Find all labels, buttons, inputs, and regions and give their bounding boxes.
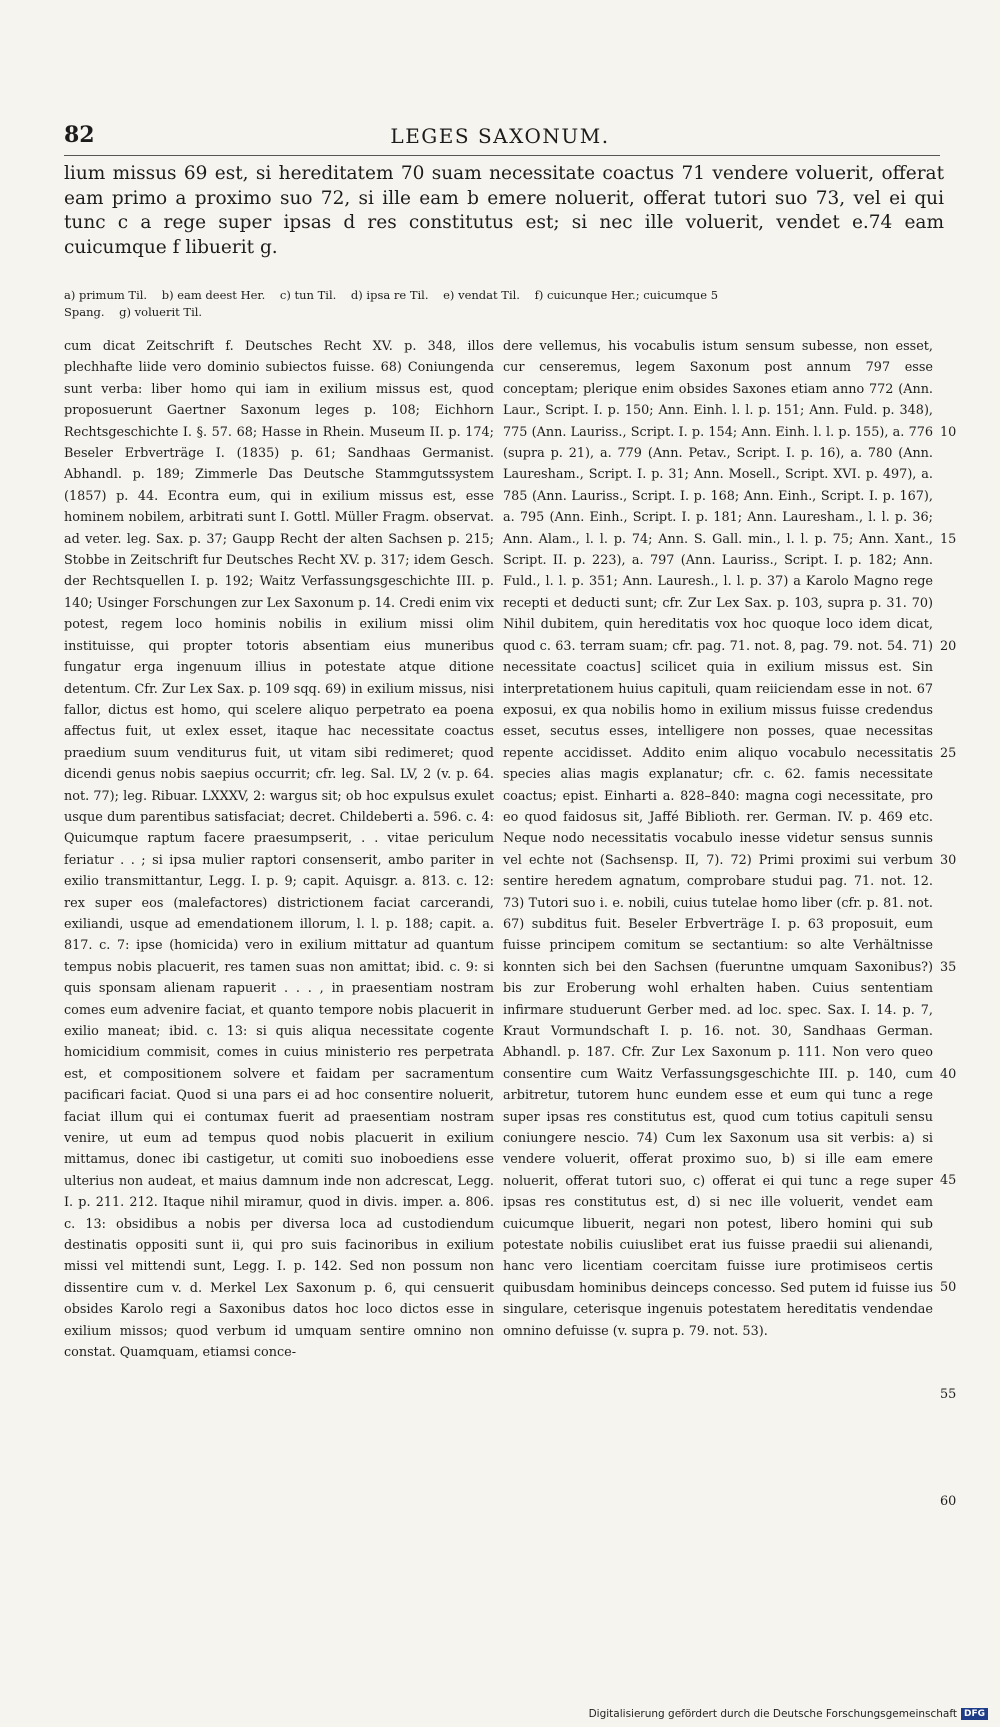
line-numbers (940, 336, 970, 1513)
digitization-credit (589, 1707, 988, 1721)
page-number: 82 (64, 122, 95, 148)
line-number: 50 (940, 1280, 957, 1296)
credit-text: Digitalisierung gefördert durch die Deutsche Forschungsgemeinschaft (588, 1708, 957, 1720)
dfg-logo: DFG (961, 1708, 988, 1720)
critical-apparatus: a) primum Til. b) eam deest Her. c) tun Til. d) ipsa re Til. e) vendat Til. f) cuicunque Her.; cuicumque 5 Spang. g) voluerit Til. (64, 288, 719, 319)
line-number: 15 (940, 531, 957, 547)
commentary-left-column: cum dicat Zeitschrift f. Deutsches Recht XV. p. 348, illos plechhafte liide vero dominio subiectos fuisse. 68) Coniungenda sunt verba: liber homo qui iam in exilium missus est, quod proposuerunt Gaertner Saxonum leges p. 108; Eichhorn Rechtsgeschichte I. §. 57. 68; Hasse in Rhein. Museum II. p. 174; Beseler Erbverträge I. (1835) p. 61; Sandhaas Germanist. Abhandl. p. 189; Zimmerle Das Deutsche Stammgutssystem (1857) p. 44. Econtra eum, qui in exilium missus est, esse hominem nobilem, arbitrati sunt I. Gottl. Müller Fragm. observat. ad veter. leg. Sax. p. 37; Gaupp Recht der alten Sachsen p. 215; Stobbe in Zeitschrift fur Deutsches Recht XV. p. 317; idem Gesch. der Rechtsquellen I. p. 192; Waitz Verfassungsgeschichte III. p. 140; Usinger Forschungen zur Lex Saxonum p. 14. Credi enim vix potest, regem loco hominis nobilis in exilium missi olim instituisse, qui propter totoris absentiam eius muneribus fungatur erga ingenuum illius in potestate atque ditione detentum. Cfr. Zur Lex Sax. p. 109 sqq. 69) in exilium missus, nisi fallor, dictus est homo, qui scelere aliquo perpetrato ea poena affectus fuit, ut exlex esset, itaque hac necessitate coactus praedium suum venditurus fuit, ut vitam sibi redimeret; quod dicendi genus nobis saepius occurrit; cfr. leg. Sal. LV, 2 (v. p. 64. not. 77); leg. Ribuar. LXXXV, 2: wargus sit; ob hoc expulsus exulet usque dum parentibus satisfaciat; decret. Childeberti a. 596. c. 4: Quicumque raptum facere praesumpserit, . . vitae periculum feriatur . . ; si ipsa mulier raptori consenserit, ambo pariter in exilio transmittantur, Legg. I. p. 9; capit. Aquisgr. a. 813. c. 12: rex super eos (malefactores) districtionem faciat carcerandi, exiliandi, usque ad emendationem illorum, l. l. p. 188; capit. a. 817. c. 7: ipse (homicida) vero in exilium mittatur ad quantum tempus nobis placuerit, res tamen suas non amittat; ibid. c. 9: si quis sponsam alienam rapuerit . . . , in praesentiam nostram comes eum advenire faciat, et quanto tempore nobis placuerit in exilio maneat; ibid. c. 13: si quis aliqua necessitate cogente homicidium commisit, comes in cuius ministerio res perpetrata est, et compositionem solvere et faidam per sacramentum pacificari faciat. Quod si una pars ei ad hoc consentire noluerit, faciat illum qui ei contumax fuerit ad praesentiam nostram venire, ut eum ad tempus quod nobis placuerit in exilium mittamus, donec ibi castigetur, ut comiti suo inoboediens esse ulterius non audeat, et maius damnum inde non adcrescat, Legg. I. p. 211. 212. Itaque nihil miramur, quod in divis. imper. a. 806. c. 13: obsidibus a nobis per diversa loca ad custodiendum destinatis oppositi sunt ii, qui pro suis facinoribus in exilium missi vel mittendi sunt, Legg. I. p. 142. Sed non possum non dissentire cum v. d. Merkel Lex Saxonum p. 6, qui censuerit obsides Karolo regi a Saxonibus datos hoc loco dictos esse in exilium missos; quod verbum id umquam sentire omnino non constat. Quamquam, etiamsi conce- (64, 339, 494, 1361)
main-law-text: lium missus 69 est, si hereditatem 70 suam necessitate coactus 71 vendere voluerit, offerat eam primo a proximo suo 72, si ille eam b emere noluerit, offerat tutori suo 73, vel ei qui tunc c a rege super ipsas d res constitutus est; si nec ille voluerit, vendet e.74 eam cuicumque f libuerit g. (64, 163, 944, 258)
line-number: 25 (940, 745, 957, 761)
commentary-right-column: dere vellemus, his vocabulis istum sensum subesse, non esset, cur censeremus, legem Saxonum post annum 797 esse conceptam; plerique enim obsides Saxones etiam anno 772 (Ann. Laur., Script. I. p. 150; Ann. Einh. l. l. p. 151; Ann. Fuld. p. 348), 775 (Ann. Lauriss., Script. I. p. 154; Ann. Einh. l. l. p. 155), a. 776 (supra p. 21), a. 779 (Ann. Petav., Script. I. p. 16), a. 780 (Ann. Lauresham., Script. I. p. 31; Ann. Mosell., Script. XVI. p. 497), a. 785 (Ann. Lauriss., Script. I. p. 168; Ann. Einh., Script. I. p. 167), a. 795 (Ann. Einh., Script. I. p. 181; Ann. Lauresham., l. l. p. 36; Ann. Alam., l. l. p. 74; Ann. S. Gall. min., l. l. p. 75; Ann. Xant., Script. II. p. 223), a. 797 (Ann. Lauriss., Script. I. p. 182; Ann. Fuld., l. l. p. 351; Ann. Lauresh., l. l. p. 37) a Karolo Magno rege recepti et deducti sunt; cfr. Zur Lex Sax. p. 103, supra p. 31. 70) Nihil dubitem, quin hereditatis vox hoc quoque loco idem dicat, quod c. 63. terram suam; cfr. pag. 71. not. 8, pag. 79. not. 54. 71) necessitate coactus] scilicet quia in exilium missus est. Sin interpretationem huius capituli, quam reiiciendam esse in not. 67 exposui, ex qua nobilis homo in exilium missus fuisse credendus esset, secutus esses, intelligere non posses, quae necessitas repente accidisset. Addito enim aliquo vocabulo necessitatis species alias magis explanatur; cfr. c. 62. famis necessitate coactus; epist. Einharti a. 828–840: magna cogi necessitate, pro eo quod faidosus sit, Jaffé Biblioth. rer. German. IV. p. 469 etc. Neque nodo necessitatis vocabulo inesse videtur sensus sunnis vel echte not (Sachsensp. II, 7). 72) Primi proximi sui verbum sentire heredem agnatum, comprobare studui pag. 71. not. 12. 73) Tutori suo i. e. nobili, cuius tutelae homo liber (cfr. p. 81. not. 67) subditus fuit. Beseler Erbverträge I. p. 63 proposuit, eum fuisse principem comitum se sectantium: so alte Verhältnisse konnten sich bei den Sachsen (fueruntne umquam Saxonibus?) bis zur Eroberung wohl erhalten haben. Cuius sententiam infirmare studuerunt Gerber med. ad loc. spec. Sax. I. 14. p. 7, Kraut Vormundschaft I. p. 16. not. 30, Sandhaas German. Abhandl. p. 187. Cfr. Zur Lex Saxonum p. 111. Non vero queo consentire cum Waitz Verfassungsgeschichte III. p. 140, cum arbitretur, tutorem hunc eundem esse et eum qui tunc a rege super ipsas res constitutus est, quod cum totius capituli sensu coniungere nescio. 74) Cum lex Saxonum usa sit verbis: a) si vendere voluerit, offerat proximo suo, b) si ille eam emere noluerit, offerat tutori suo, c) offerat ei qui tunc a rege super ipsas res constitutus est, d) si nec ille voluerit, vendet eam cuicumque libuerit, negari non potest, libero homini qui sub potestate nobilis cuiuslibet erat ius fuisse praedii sui alienandi, hanc vero licentiam coercitam fuisse iure protimiseos certis quibusdam hominibus deinceps concesso. Sed putem id fuisse ius singulare, ceterisque ingenuis potestatem hereditatis vendendae omnino defuisse (v. supra p. 79. not. 53). (503, 339, 933, 1339)
line-number: 35 (940, 959, 957, 975)
line-number: 60 (940, 1494, 957, 1510)
header-rule (64, 155, 940, 156)
line-number: 55 (940, 1387, 957, 1403)
line-number: 40 (940, 1066, 957, 1082)
line-number: 10 (940, 424, 957, 440)
line-number: 20 (940, 638, 957, 654)
running-title: LEGES SAXONUM. (390, 124, 610, 148)
line-number: 45 (940, 1173, 957, 1189)
line-number: 30 (940, 852, 957, 868)
